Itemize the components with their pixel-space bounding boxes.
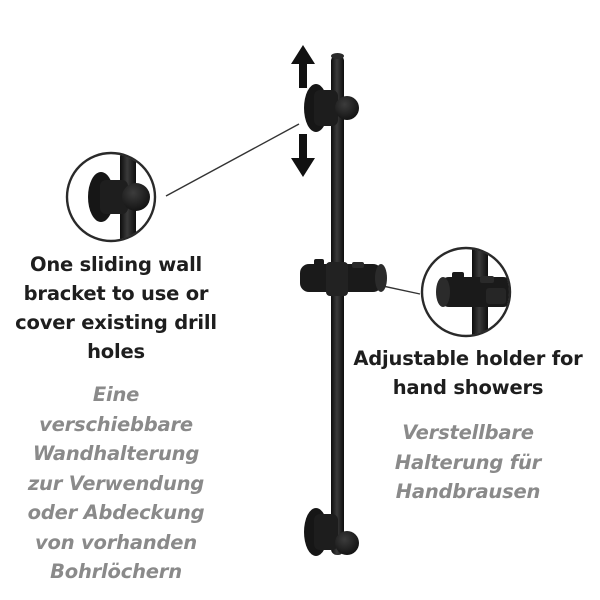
caption-line: von vorhanden [35, 530, 197, 554]
caption-line: Halterung für [394, 450, 542, 474]
caption-line: Eine [92, 383, 140, 406]
caption-line: zur Verwendung [27, 471, 205, 495]
caption-line: oder Abdeckung [27, 501, 205, 524]
caption-line: hand showers [392, 376, 544, 399]
wall-bracket-caption-de [0, 380, 232, 587]
caption-line: Verstellbare [402, 421, 534, 444]
hand-shower-holder [300, 259, 387, 296]
callout-line-left [166, 124, 299, 196]
caption-line: cover existing drill [15, 311, 217, 334]
top-wall-bracket [304, 84, 359, 132]
bottom-wall-bracket [304, 508, 359, 556]
caption-line: holes [87, 340, 145, 363]
callout-circle-right [422, 240, 512, 350]
holder-caption-de [350, 418, 586, 507]
wall-bracket-caption-en [0, 250, 232, 366]
caption-line: One sliding wall [29, 253, 203, 276]
caption-line: Handbrausen [395, 480, 541, 503]
caption-line: Adjustable holder for [353, 347, 583, 370]
holder-caption-en [350, 344, 586, 402]
caption-line: Bohrlöchern [50, 560, 182, 583]
up-arrow-icon [291, 45, 315, 88]
caption-line: Wandhalterung [32, 442, 200, 465]
caption-line: bracket to use or [23, 282, 209, 305]
shower-rail [331, 53, 344, 555]
down-arrow-icon [291, 134, 315, 177]
caption-line: verschiebbare [39, 412, 193, 436]
callout-circle-left [67, 150, 155, 250]
